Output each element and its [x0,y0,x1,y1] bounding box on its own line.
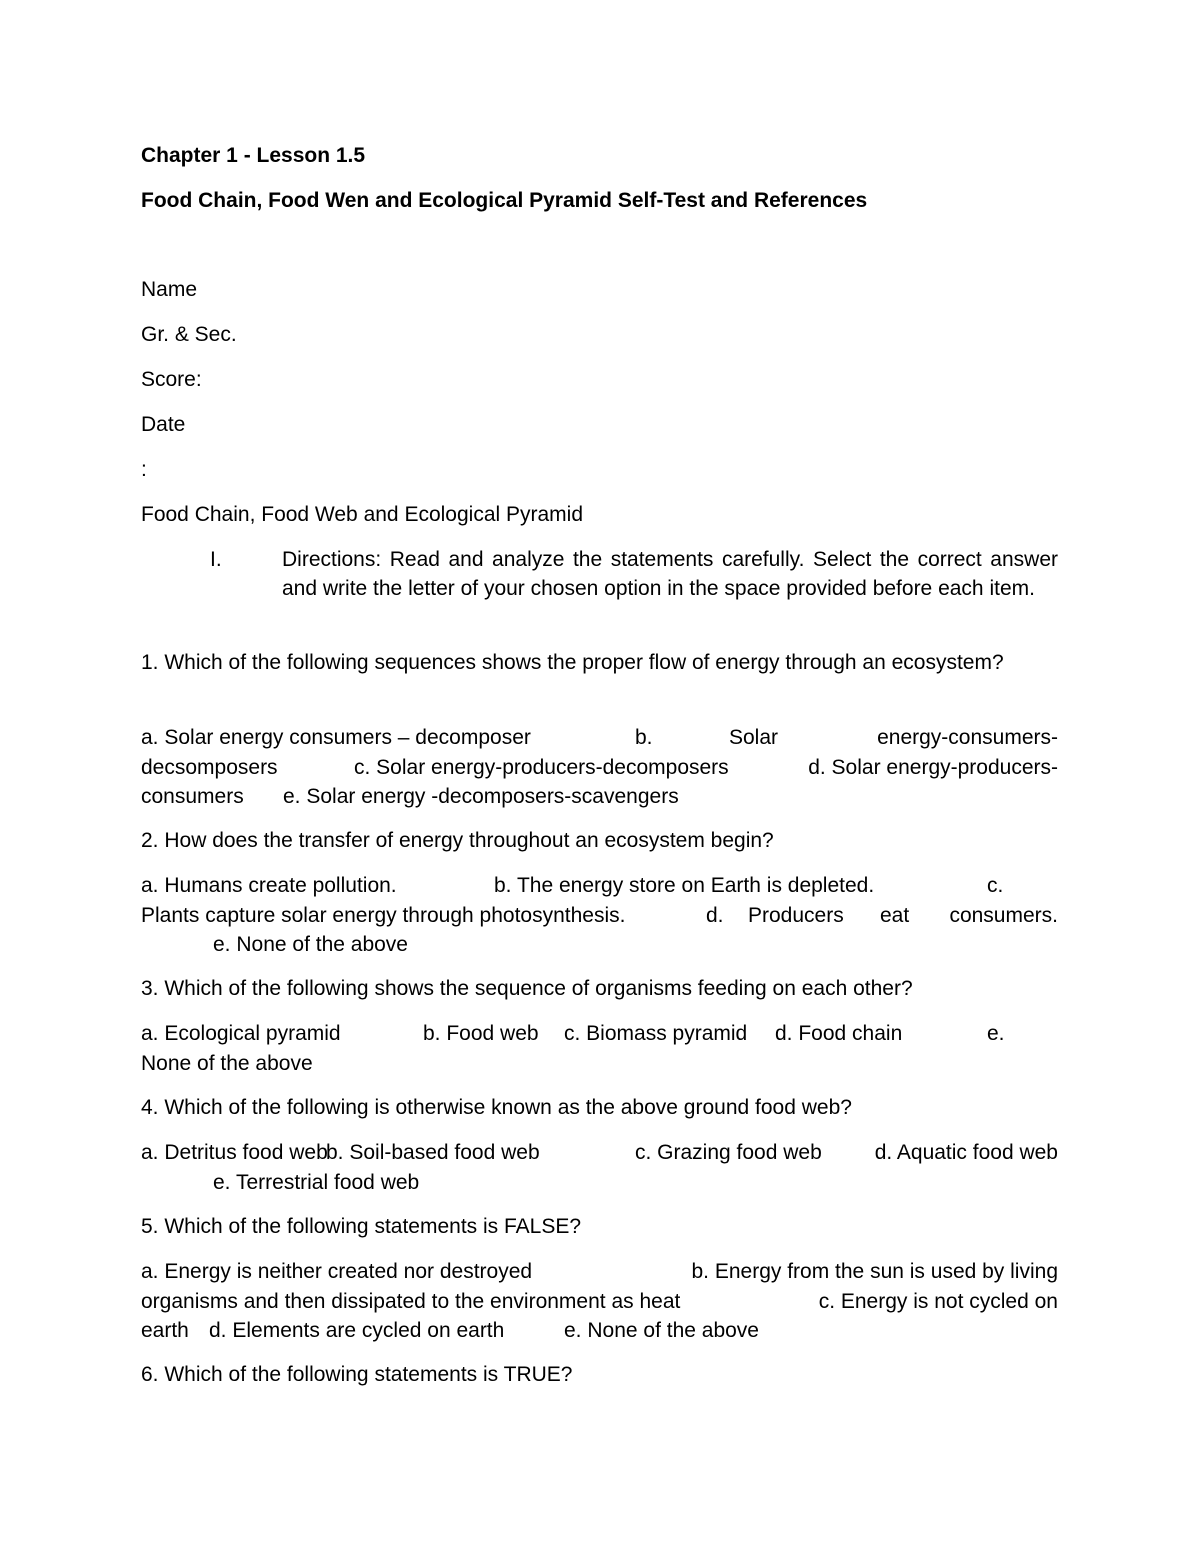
q2-option-a: a. Humans create pollution. [141,874,397,897]
q4-option-b: b. Soil-based food web [326,1141,540,1164]
question-2-options [141,871,1058,960]
q4-option-e: e. Terrestrial food web [213,1170,420,1194]
q5-option-c-end: earth [141,1319,189,1342]
q5-option-b-end: organisms and then dissipated to the environment as heat [141,1289,681,1313]
q5-option-d: d. Elements are cycled on earth [209,1319,505,1342]
date-colon: : [141,458,147,481]
q1-option-b-letter: b. [635,726,653,749]
q1-option-b-word: Solar [729,726,779,749]
grade-section-field-label: Gr. & Sec. [141,323,237,346]
q2-option-d-letter: d. [706,903,724,927]
question-6: 6. Which of the following statements is TRUE? [141,1363,573,1386]
section-title: Food Chain, Food Web and Ecological Pyramid [141,503,584,526]
q4-option-c: c. Grazing food web [635,1141,822,1164]
q3-option-a: a. Ecological pyramid [141,1022,341,1045]
q3-option-b: b. Food web [423,1022,539,1045]
q4-option-d: d. Aquatic food web [874,1141,1058,1164]
question-5: 5. Which of the following statements is FALSE? [141,1215,582,1238]
directions-numeral: I. [210,548,222,571]
question-4: 4. Which of the following is otherwise known as the above ground food web? [141,1096,852,1119]
question-3: 3. Which of the following shows the sequence of organisms feeding on each other? [141,977,913,1000]
question-2: 2. How does the transfer of energy throughout an ecosystem begin? [141,829,774,852]
q5-option-e: e. None of the above [564,1319,759,1342]
q1-option-d: d. Solar energy-producers- [808,755,1058,779]
q5-option-a: a. Energy is neither created nor destroyed [141,1260,533,1283]
q3-option-e-letter: e. [987,1022,1005,1045]
question-4-options [141,1138,1058,1197]
date-field-label: Date [141,413,186,436]
q2-option-c-letter: c. [987,874,1004,897]
chapter-heading: Chapter 1 - Lesson 1.5 [141,144,366,167]
q1-option-c: c. Solar energy-producers-decomposers [354,755,729,779]
q2-option-c: Plants capture solar energy through photosynthesis. [141,903,626,927]
q2-option-e: e. None of the above [213,933,408,956]
q1-option-b-rest: energy-consumers- [877,726,1058,749]
question-5-options [141,1257,1058,1346]
q3-option-d: d. Food chain [775,1022,903,1045]
q4-option-a: a. Detritus food web [141,1141,328,1164]
directions-text: Directions: Read and analyze the statements carefully. Select the correct answer and write the letter of your chosen option in the space provided before each item. [282,548,1058,600]
q2-option-b: b. The energy store on Earth is depleted. [494,874,875,897]
q2-option-d-word1: Producers [748,903,844,927]
question-1-options [141,723,1058,812]
score-field-label: Score: [141,368,202,391]
q3-option-c: c. Biomass pyramid [564,1022,748,1045]
document-title: Food Chain, Food Wen and Ecological Pyramid Self-Test and References [141,189,868,212]
question-3-options [141,1019,1058,1078]
name-field-label: Name [141,278,198,301]
q5-option-b: b. Energy from the sun is used by living [691,1260,1058,1283]
q1-option-e: e. Solar energy -decomposers-scavengers [283,785,679,808]
q2-option-d-word2: eat [880,903,910,927]
question-1: 1. Which of the following sequences shows the proper flow of energy through an ecosystem? [141,651,1004,674]
q3-option-e: None of the above [141,1051,313,1075]
q1-option-a: a. Solar energy consumers – decomposer [141,726,531,749]
q1-option-d-end: consumers [141,785,244,808]
q2-option-d-word3: consumers. [949,903,1058,927]
q5-option-c: c. Energy is not cycled on [818,1289,1058,1313]
q1-option-b-end: decsomposers [141,755,278,779]
